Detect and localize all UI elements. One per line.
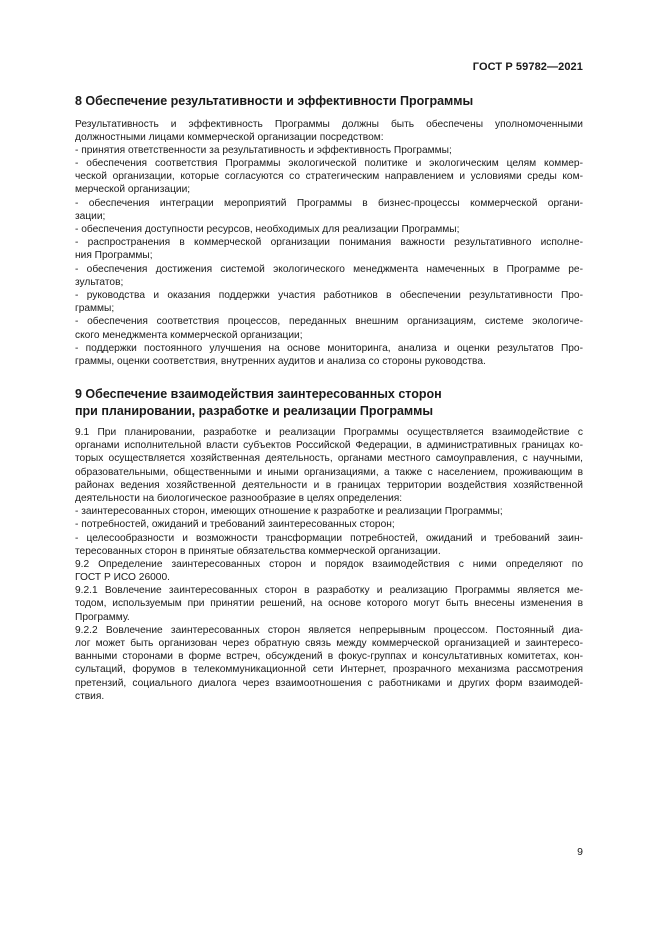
text-line: граммы, оценки соответствия, внутренних аудитов и анализа со стороны руководства. bbox=[75, 355, 486, 367]
text-line: - потребностей, ожиданий и требований заинтересованных сторон; bbox=[75, 519, 395, 531]
text-line: 9.2.1 Вовлечение заинтересованных сторон в разработку и реализацию Программы является ме- bbox=[75, 585, 583, 597]
section-9-title-line-1: 9 Обеспечение взаимодействия заинтересованных сторон bbox=[75, 387, 442, 401]
section-9-title-line-2: при планировании, разработке и реализации Программы bbox=[75, 403, 434, 418]
text-line: зультатов; bbox=[75, 276, 124, 288]
text-line: мерческой организации; bbox=[75, 184, 191, 196]
text-line: ствия. bbox=[75, 690, 105, 702]
section-8 bbox=[75, 93, 583, 368]
text-line: - обеспечения соответствия Программы экологической политике и экологическим целям коммер- bbox=[75, 158, 583, 170]
text-line: ванными сторонами в форме встреч, обсуждений в фокус-группах и консультативных комитетах, кон- bbox=[75, 651, 583, 663]
page-number: 9 bbox=[577, 846, 583, 858]
text-line: органами исполнительной власти субъектов Российской Федерации, в административных границах ко- bbox=[75, 440, 583, 452]
text-line: - поддержки постоянного улучшения на основе мониторинга, анализа и оценки результатов Про- bbox=[75, 342, 583, 354]
text-line: - обеспечения интеграции мероприятий Программы в бизнес-процессы коммерческой органи- bbox=[75, 197, 583, 209]
text-line: - обеспечения соответствия процессов, переданных внешним организациям, системе экологиче- bbox=[75, 316, 583, 328]
text-line: сультаций, форумов в телекоммуникационной сети Интернет, прозрачного механизма рассмотрения bbox=[75, 664, 583, 676]
text-line: - принятия ответственности за результативность и эффективность Программы; bbox=[75, 144, 452, 156]
section-8-title: 8 Обеспечение результативности и эффективности Программы bbox=[75, 94, 474, 108]
document-code: ГОСТ Р 59782—2021 bbox=[472, 61, 583, 73]
text-line: - целесообразности и возможности трансформации потребностей, ожиданий и требований заин- bbox=[75, 532, 583, 544]
text-line: 9.2.2 Вовлечение заинтересованных сторон является непрерывным процессом. Постоянный диа- bbox=[75, 624, 583, 636]
text-line: лог может быть организован через обратную связь между коммерческой организацией и заинтересо- bbox=[75, 638, 583, 649]
text-line: должностными лицами коммерческой организации посредством: bbox=[75, 131, 384, 143]
text-line: претензий, социального диалога через взаимоотношения с работниками и других форм взаимодей- bbox=[75, 677, 583, 689]
text-line: граммы; bbox=[75, 303, 115, 315]
text-line: районах ведения хозяйственной деятельности и в границах территории воздействия хозяйственной bbox=[75, 479, 583, 491]
text-line: тодом, используемым при принятии решений, на основе которого могут быть внесены изменения в bbox=[75, 598, 583, 610]
section-8-body bbox=[75, 118, 583, 369]
text-line: - заинтересованных сторон, имеющих отношение к разработке и реализации Программы; bbox=[75, 506, 503, 518]
text-line: деятельности на биологическое разнообразие в целях определения: bbox=[75, 492, 403, 504]
text-line: - обеспечения доступности ресурсов, необходимых для реализации Программы; bbox=[75, 224, 460, 235]
text-line: 9.1 При планировании, разработке и реализации Программы осуществляется взаимодействие с bbox=[75, 427, 583, 438]
text-line: - руководства и оказания поддержки участия работников в обеспечении результативности Про- bbox=[75, 289, 583, 301]
text-line: - распространения в коммерческой организации понимания важности результативного исполне- bbox=[75, 237, 583, 249]
text-line: Результативность и эффективность Программы должны быть обеспечены уполномоченными bbox=[75, 118, 583, 130]
text-line: ния Программы; bbox=[75, 250, 153, 262]
section-9 bbox=[75, 386, 583, 703]
text-line: ского менеджмента коммерческой организации; bbox=[75, 329, 303, 341]
text-line: торых осуществляется хозяйственная деятельность, органами местного самоуправления, с научными, bbox=[75, 453, 583, 465]
text-line: ческой организации, которые согласуются со стратегическим направлением и условиями среды ком- bbox=[75, 171, 583, 183]
section-9-body bbox=[75, 426, 583, 703]
text-line: ГОСТ Р ИСО 26000. bbox=[75, 572, 170, 584]
text-line: зации; bbox=[75, 210, 106, 222]
text-line: тересованных сторон в принятые обязательства коммерческой организации. bbox=[75, 545, 441, 557]
text-line: - обеспечения достижения системой экологического менеджмента намеченных в Программе ре- bbox=[75, 263, 583, 275]
text-line: образовательными, общественными и иными организациями, а также с населением, проживающим в bbox=[75, 466, 583, 478]
text-line: 9.2 Определение заинтересованных сторон и порядок взаимодействия с ними определяют по bbox=[75, 558, 583, 570]
text-line: Программу. bbox=[75, 611, 130, 623]
